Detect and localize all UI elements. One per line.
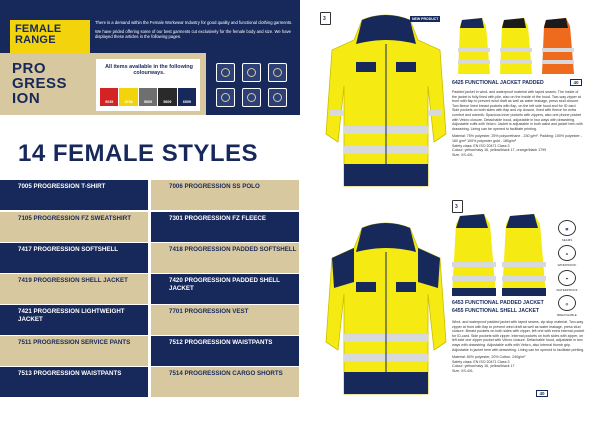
badge-line-1: FEMALE — [15, 23, 62, 35]
style-cell: 7417 PROGRESSION SOFTSHELL — [0, 243, 148, 273]
styles-heading: 14 FEMALE STYLES — [18, 140, 259, 167]
header-paragraph-2: We have prided offering some of our best garments cut exclusively for the female body and size. We have displayed these articles in the following pages. — [95, 29, 291, 39]
swatch-code: 3788 — [124, 100, 133, 104]
swatch-code: 6909 — [182, 100, 191, 104]
icon-label: WINDPROOF — [557, 263, 577, 267]
safety-class-number: 3 — [455, 204, 458, 210]
certificate-icon — [242, 63, 261, 82]
product-6425-description — [452, 90, 584, 157]
style-cell: 7701 PROGRESSION VEST — [151, 305, 299, 335]
certificate-icon — [268, 63, 287, 82]
header-band — [0, 0, 300, 53]
icon-label: SEAMS — [561, 238, 573, 242]
swatch-1 — [119, 88, 137, 106]
swatch-code: 9035 — [105, 100, 114, 104]
certification-panel — [206, 53, 300, 115]
icon-label: BREATHABLE — [557, 313, 577, 317]
product-6453-description — [452, 320, 586, 374]
swatch-row — [100, 88, 196, 106]
product-6425-desc-text: Padded jacket in wind- and waterproof material with taped seams. The inside of the jacket is fully lined with pile, also on the inside of the hood. Two-way zipper at front with flap to prevent wind draft as well as water leakage, press stud closure. Two fleece lined breast pockets with flap, on the left side hood and for ID card. Side pockets on both sides with flap and zip closure, lined with fleece for extra comfort and warmth. Spacious inner pockets with zippers, also one phone pocket with Velcro closure. Detachable hood, adjustable in two ways with drawstring. Adjustable cuffs with Velcro. Jacket is adjustable in both waist and jacket hem with drawstring. Lining can be opened to facilitate printing. — [452, 90, 583, 131]
product-6453-title: 6453 FUNCTIONAL PADDED JACKET — [452, 300, 544, 306]
jacket-6425-colourways-image — [452, 14, 578, 76]
jacket-6453-image — [322, 222, 450, 400]
style-cell: 7105 PROGRESSION FZ SWEATSHIRT — [0, 212, 148, 242]
certificate-icon — [216, 63, 235, 82]
jacket-6425-image — [322, 14, 450, 192]
certificate-icon — [268, 88, 287, 107]
style-cell: 7514 PROGRESSION CARGO SHORTS — [151, 367, 299, 397]
brand-band — [0, 53, 300, 115]
seams-icon: ▤ — [558, 220, 576, 236]
style-cell: 7421 PROGRESSION LIGHTWEIGHT JACKET — [0, 305, 148, 335]
product-6425-colour: Colour: yellow/navy 16, yellow/black 17, orange/black 1799 — [452, 148, 547, 153]
style-cell: 7301 PROGRESSION FZ FLEECE — [151, 212, 299, 242]
header-text — [95, 20, 293, 43]
product-6425-material: Material: 75% polyester, 25% polyurethane - 230 g/m². Padding: 100% polyester - 160 g/m² 100% polyester gold - 180g/m² — [452, 134, 582, 143]
style-cell: 7418 PROGRESSION PADDED SOFTSHELL — [151, 243, 299, 273]
feature-icons — [556, 220, 578, 320]
wind-icon: ≋ — [558, 245, 576, 261]
rain-icon: ☂ — [558, 270, 576, 286]
swatch-0 — [100, 88, 118, 106]
page-number-1: 40 — [570, 79, 582, 86]
breathable-icon: ◎ — [558, 295, 576, 311]
product-6453-colour: Colour: yellow/navy 16, yellow/black 17 — [452, 364, 515, 369]
logo-line-3: ION — [12, 90, 41, 107]
style-cell: 7420 PROGRESSION PADDED SHELL JACKET — [151, 274, 299, 304]
style-cell: 7512 PROGRESSION WAISTPANTS — [151, 336, 299, 366]
product-6453-safety: Safety class: EN ISO 20471 Class 3 — [452, 359, 510, 364]
swatch-4 — [178, 88, 196, 106]
progression-logo — [12, 61, 92, 106]
styles-grid — [0, 180, 300, 398]
badge-line-2: RANGE — [15, 34, 56, 46]
jacket-6453-6455-thumbnails — [450, 212, 552, 298]
style-cell: 7511 PROGRESSION SERVICE PANTS — [0, 336, 148, 366]
product-6453-size: Size: XS-4XL — [452, 368, 474, 373]
product-6453-desc-text: Wind- and waterproof padded jacket with taped seams, zip-stop material. Two-way zipper at front with flap to prevent wind draft as well as water leakage, press stud closure. Breast pockets on both sides with zipper, left one with extra internal pocket for ID-card. Side pockets with zipper. Internal pockets on both sides with zipper, on left side one zipper pocket with Velcro closure. Detachable hood, adjustable in two ways with drawstring. Adjustable cuffs with Velcro, also internal thumb grip. Adjustable in jacket hem with drawstring. Lining can be opened to facilitate printing. — [452, 320, 585, 352]
right-page — [300, 0, 600, 424]
product-6455-title: 6455 FUNCTIONAL SHELL JACKET — [452, 308, 540, 314]
style-cell: 7006 PROGRESSION SS POLO — [151, 180, 299, 210]
logo-line-2: GRESS — [12, 75, 68, 92]
style-cell: 7005 PROGRESSION T-SHIRT — [0, 180, 148, 210]
icon-label: WATERPROOF — [556, 288, 578, 292]
swatch-code: 5609 — [144, 100, 153, 104]
page-number-2: 40 — [536, 390, 548, 397]
style-cell: 7419 PROGRESSION SHELL JACKET — [0, 274, 148, 304]
certificate-icon — [242, 88, 261, 107]
colourways-box — [96, 59, 200, 111]
colourways-title: All items available in the following colourways. — [105, 64, 193, 76]
new-product-tag: NEW PRODUCT — [412, 17, 439, 21]
product-6425-title: 6425 FUNCTIONAL JACKET PADDED — [452, 80, 544, 86]
swatch-code: 5609 — [163, 100, 172, 104]
safety-class-number: 3 — [323, 16, 326, 22]
swatch-3 — [158, 88, 176, 106]
style-cell: 7513 PROGRESSION WAISTPANTS — [0, 367, 148, 397]
product-6425-size: Size: XS-4XL — [452, 152, 474, 157]
swatch-2 — [139, 88, 157, 106]
female-range-badge — [10, 20, 90, 53]
logo-line-1: PRO — [12, 60, 47, 77]
header-paragraph-1: There is a demand within the Female Workwear Industry for good quality and functional clothing garments. — [95, 20, 293, 25]
certificate-icon — [216, 88, 235, 107]
product-6453-material: Material: 80% polyester, 20% Cotton, 240g/m² — [452, 355, 526, 360]
product-6425-safety: Safety class: EN ISO 20471 Class 3 — [452, 143, 510, 148]
